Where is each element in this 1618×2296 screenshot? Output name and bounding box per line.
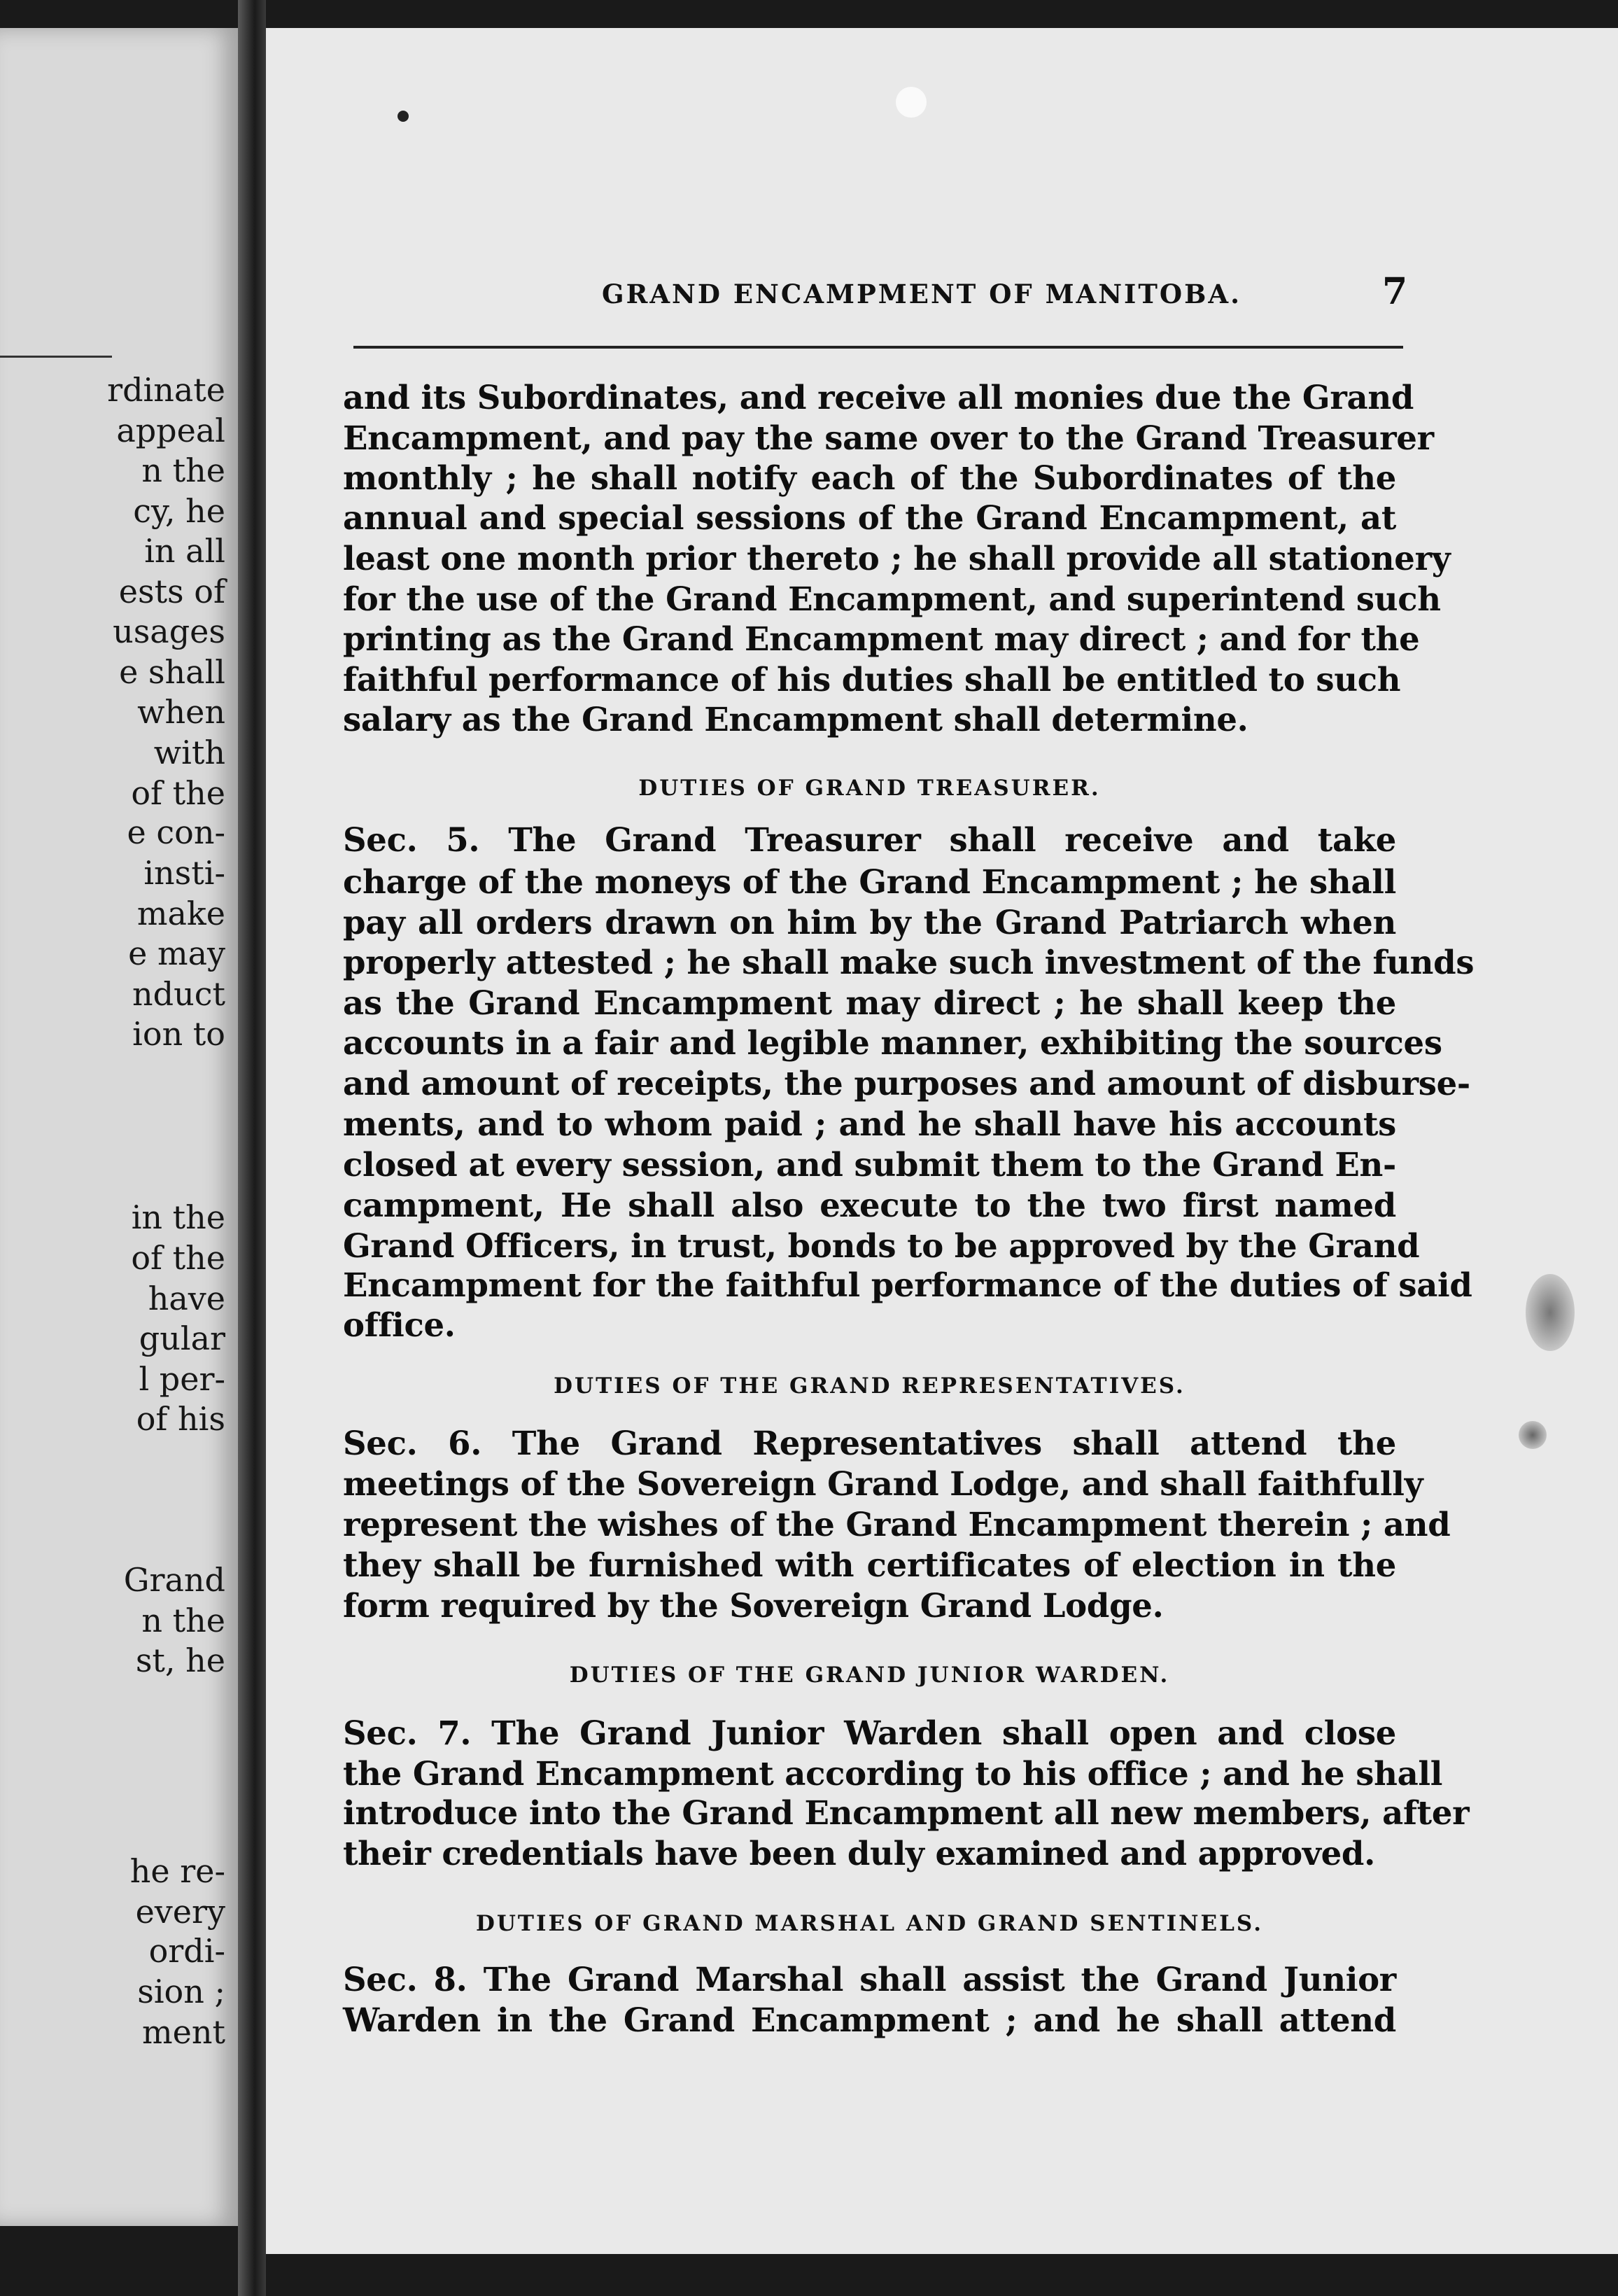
text-line: annual and special sessions of the Grand Encampment, at [343,498,1396,537]
text-line: charge of the moneys of the Grand Encampment ; he shall [343,862,1396,901]
facing-page-fragment: e con- [127,813,225,851]
text-line: Grand Officers, in trust, bonds to be approved by the Grand [343,1226,1420,1265]
stain-mark [1526,1274,1575,1351]
page-number: 7 [1382,270,1408,313]
facing-page-fragment: cy, he [133,492,225,530]
ink-speck [398,111,409,122]
facing-page-fragment: of the [131,1239,225,1277]
text-line: represent the wishes of the Grand Encampment therein ; and [343,1505,1451,1544]
facing-page-fragment: Grand [123,1561,225,1599]
facing-page-edge [0,28,238,2226]
facing-page-fragment: rdinate [107,371,225,409]
facing-page-fragment: ion to [132,1015,225,1053]
facing-page-fragment: have [148,1280,225,1317]
facing-page-fragment: st, he [135,1642,225,1679]
facing-page-fragment: ment [142,2013,225,2051]
text-line: as the Grand Encampment may direct ; he shall keep the [343,983,1396,1022]
facing-page-fragment: every [135,1893,225,1931]
text-line: office. [343,1306,456,1344]
text-line: Encampment for the faithful performance of the duties of said [343,1266,1472,1304]
facing-page-fragment: make [136,895,225,932]
facing-page-fragment: gular [139,1320,225,1357]
facing-page-fragment: n the [141,1602,225,1639]
facing-page-fragment: in the [131,1198,225,1236]
text-line: monthly ; he shall notify each of the Subordinates of the [343,458,1396,497]
facing-page-fragment: in all [144,532,225,570]
facing-page-fragment: ordi- [148,1932,225,1970]
facing-page-fragment: with [153,734,225,771]
text-line: Sec. 8. The Grand Marshal shall assist the Grand Junior [343,1960,1396,1998]
text-line: and its Subordinates, and receive all monies due the Grand [343,378,1414,416]
text-line: campment, He shall also execute to the two first named [343,1186,1396,1224]
text-line: faithful performance of his duties shall be entitled to such [343,660,1401,699]
facing-page-fragment: n the [141,451,225,489]
text-line: pay all orders drawn on him by the Grand Patriarch when [343,903,1396,941]
text-line: least one month prior thereto ; he shall provide all stationery [343,539,1451,578]
facing-page-fragment: when [137,693,225,731]
facing-page-fragment: he re- [129,1852,225,1890]
text-line: Encampment, and pay the same over to the Grand Treasurer [343,419,1434,457]
text-line: printing as the Grand Encampment may direct ; and for the [343,620,1420,658]
facing-page-fragment: l per- [139,1360,225,1398]
text-line: Sec. 7. The Grand Junior Warden shall open and close [343,1714,1396,1752]
facing-page-fragment: usages [113,612,225,650]
facing-page-fragment: e may [128,934,225,972]
text-line: introduce into the Grand Encampment all new members, after [343,1793,1470,1832]
text-line: Sec. 5. The Grand Treasurer shall receive and take [343,820,1396,859]
facing-page-fragment: insti- [143,854,225,892]
text-line: closed at every session, and submit them to the Grand En- [343,1145,1396,1184]
facing-page-fragment: ests of [118,573,225,610]
facing-page-fragment: of the [131,774,225,812]
stain-mark [1519,1421,1547,1449]
text-line: their credentials have been duly examined and approved. [343,1834,1375,1872]
text-line: ments, and to whom paid ; and he shall have his accounts [343,1105,1396,1143]
facing-page-fragment: e shall [119,653,225,691]
facing-page-fragment: of his [136,1400,225,1438]
text-line: accounts in a fair and legible manner, exhibiting the sources [343,1023,1442,1062]
text-line: the Grand Encampment according to his office ; and he shall [343,1754,1443,1793]
section-heading: DUTIES OF THE GRAND JUNIOR WARDEN. [569,1662,1170,1688]
facing-page-fragment: sion ; [137,1973,225,2010]
facing-page-rule [0,356,112,358]
text-line: for the use of the Grand Encampment, and superintend such [343,580,1441,618]
section-heading: DUTIES OF GRAND MARSHAL AND GRAND SENTINELS. [476,1911,1263,1936]
text-line: and amount of receipts, the purposes and amount of disburse- [343,1064,1470,1102]
running-head: GRAND ENCAMPMENT OF MANITOBA. [602,279,1241,309]
text-line: Warden in the Grand Encampment ; and he shall attend [343,2001,1396,2039]
text-line: they shall be furnished with certificates of election in the [343,1546,1396,1584]
facing-page-fragment: appeal [116,412,225,449]
section-heading: DUTIES OF THE GRAND REPRESENTATIVES. [554,1373,1186,1399]
facing-page-fragment: nduct [132,975,225,1013]
text-line: salary as the Grand Encampment shall determine. [343,700,1248,738]
text-line: properly attested ; he shall make such investment of the funds [343,943,1475,981]
book-gutter [238,0,266,2296]
text-line: meetings of the Sovereign Grand Lodge, and shall faithfully [343,1464,1423,1503]
text-line: Sec. 6. The Grand Representatives shall attend the [343,1424,1396,1462]
text-line: form required by the Sovereign Grand Lodge. [343,1586,1164,1625]
paper-spot [896,87,927,118]
section-heading: DUTIES OF GRAND TREASURER. [638,776,1101,801]
header-rule [353,346,1403,349]
